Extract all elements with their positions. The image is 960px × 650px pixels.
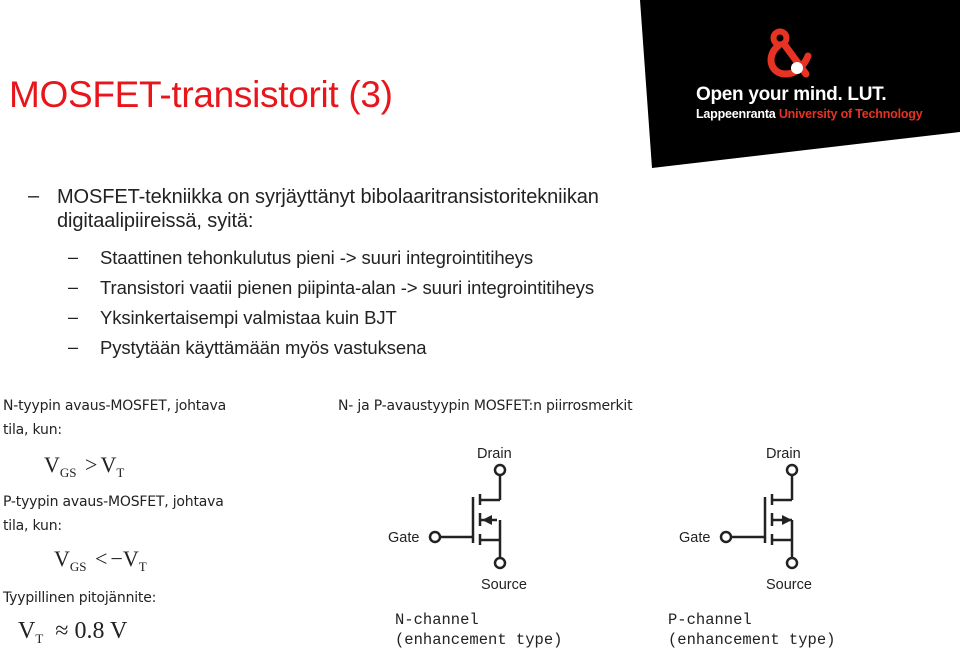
p-source-label: Source — [766, 577, 812, 593]
diagram-heading: N- ja P-avaustyypin MOSFET:n piirrosmerkit — [338, 398, 633, 414]
bullet-dash: – — [28, 185, 40, 207]
typical-voltage-note: Tyypillinen pitojännite: — [3, 590, 157, 606]
n-type-note: N-tyypin avaus-MOSFET, johtava tila, kun: — [3, 398, 226, 438]
main-bullet-line1: MOSFET-tekniikka on syrjäyttänyt bibolaaritransistoritekniikan — [57, 186, 599, 208]
source-terminal — [787, 558, 797, 568]
n-type-condition: $V_{GS} > V_T$ — [44, 452, 125, 480]
p-drain-label: Drain — [766, 446, 801, 462]
gate-terminal — [430, 532, 440, 542]
p-channel-mosfet-symbol — [721, 465, 797, 568]
arrow-icon — [782, 515, 792, 525]
drain-terminal — [495, 465, 505, 475]
sub-bullet-dash: – — [68, 247, 79, 267]
source-terminal — [495, 558, 505, 568]
vt-formula: $V_T \approx 0.8$ V — [18, 618, 128, 646]
sub-bullet: Yksinkertaisempi valmistaa kuin BJT — [100, 307, 397, 328]
logo-university: Lappeenranta University of Technology — [696, 107, 923, 121]
sub-bullet: Staattinen tehonkulutus pieni -> suuri integrointitiheys — [100, 247, 534, 268]
logo-slogan: Open your mind. LUT. — [696, 84, 887, 105]
n-source-label: Source — [481, 577, 527, 593]
n-channel-caption: N-channel (enhancement type) — [395, 611, 563, 649]
n-gate-label: Gate — [388, 530, 420, 546]
drain-terminal — [787, 465, 797, 475]
page-title: MOSFET-transistorit (3) — [9, 74, 393, 115]
sub-bullet-dash: – — [68, 307, 79, 327]
p-type-note: P-tyypin avaus-MOSFET, johtava tila, kun: — [3, 494, 224, 534]
n-channel-mosfet-symbol — [430, 465, 505, 568]
sub-bullet-dash: – — [68, 337, 79, 357]
sub-bullet: Transistori vaatii pienen piipinta-alan -> suuri integrointitiheys — [100, 277, 595, 298]
p-type-condition: $V_{GS} < -V_T$ — [54, 546, 147, 574]
n-drain-label: Drain — [477, 446, 512, 462]
p-gate-label: Gate — [679, 530, 711, 546]
arrow-icon — [482, 515, 492, 525]
main-bullet-line2: digitaalipiireissä, syitä: — [57, 210, 254, 232]
p-channel-caption: P-channel (enhancement type) — [668, 611, 836, 649]
gate-terminal — [721, 532, 731, 542]
sub-bullet: Pystytään käyttämään myös vastuksena — [100, 337, 427, 358]
sub-bullet-dash: – — [68, 277, 79, 297]
